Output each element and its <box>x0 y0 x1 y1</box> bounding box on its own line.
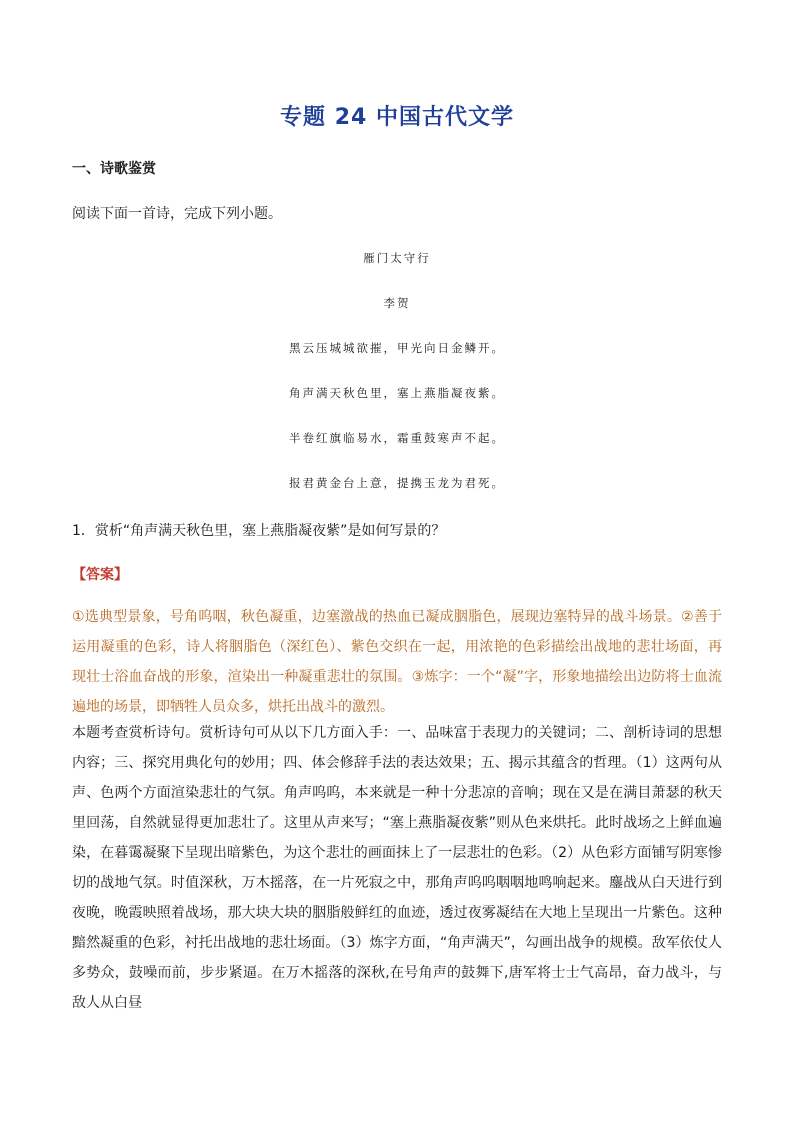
poem-author: 李贺 <box>383 296 411 310</box>
answer-paragraph: ①选典型景象，号角呜咽，秋色凝重，边塞激战的热血已凝成胭脂色，展现边塞特异的战斗场景。②善于运用凝重的色彩，诗人将胭脂色（深红色）、紫色交织在一起，用浓艳的色彩描绘出战地的悲壮场面，再现壮士浴血奋战的形象，渲染出一种凝重悲壮的氛围。③炼字：一个“凝”字，形象地描绘出边防将士血流遍地的场景，即牺牲人员众多，烘托出战斗的激烈。 <box>72 609 722 715</box>
answer-label: 【答案】 <box>72 567 128 583</box>
instruction-text: 阅读下面一首诗，完成下列小题。 <box>72 206 282 222</box>
poem-line: 角声满天秋色里，塞上燕脂凝夜紫。 <box>289 386 505 400</box>
section-heading: 一、诗歌鉴赏 <box>72 161 156 177</box>
question-text: 1．赏析“角声满天秋色里，塞上燕脂凝夜紫”是如何写景的？ <box>72 523 446 539</box>
poem-title: 雁门太守行 <box>363 251 431 265</box>
poem-line: 半卷红旗临易水，霜重鼓寒声不起。 <box>289 431 505 445</box>
poem-line: 黑云压城城欲摧，甲光向日金鳞开。 <box>289 341 505 355</box>
analysis-paragraph: 本题考查赏析诗句。赏析诗句可从以下几方面入手：一、品味富于表现力的关键词；二、剖析诗词的思想内容；三、探究用典化句的妙用；四、体会修辞手法的表达效果；五、揭示其蕴含的哲理。（1）这两句从声、色两个方面渲染悲壮的气氛。角声呜呜，本来就是一种十分悲凉的音响；现在又是在满目萧瑟的秋天里回荡，自然就显得更加悲壮了。这里从声来写；“塞上燕脂凝夜紫”则从色来烘托。此时战场之上鲜血遍染，在暮霭凝聚下呈现出暗紫色，为这个悲壮的画面抹上了一层悲壮的色彩。（2）从色彩方面铺写阴寒惨切的战地气氛。时值深秋，万木摇落，在一片死寂之中，那角声呜呜咽咽地鸣响起来。鏖战从白天进行到夜晚，晚霞映照着战场，那大块大块的胭脂般鲜红的血迹，透过夜雾凝结在大地上呈现出一片紫色。这种黯然凝重的色彩，衬托出战地的悲壮场面。（3）炼字方面，“角声满天”，勾画出战争的规模。敌军依仗人多势众，鼓噪而前，步步紧逼。在万木摇落的深秋,在号角声的鼓舞下,唐军将士士气高昂，奋力战斗，与敌人从白昼 <box>72 725 722 1011</box>
poem-line: 报君黄金台上意，提携玉龙为君死。 <box>289 476 505 490</box>
page-title: 专题 24 中国古代文学 <box>280 105 514 130</box>
